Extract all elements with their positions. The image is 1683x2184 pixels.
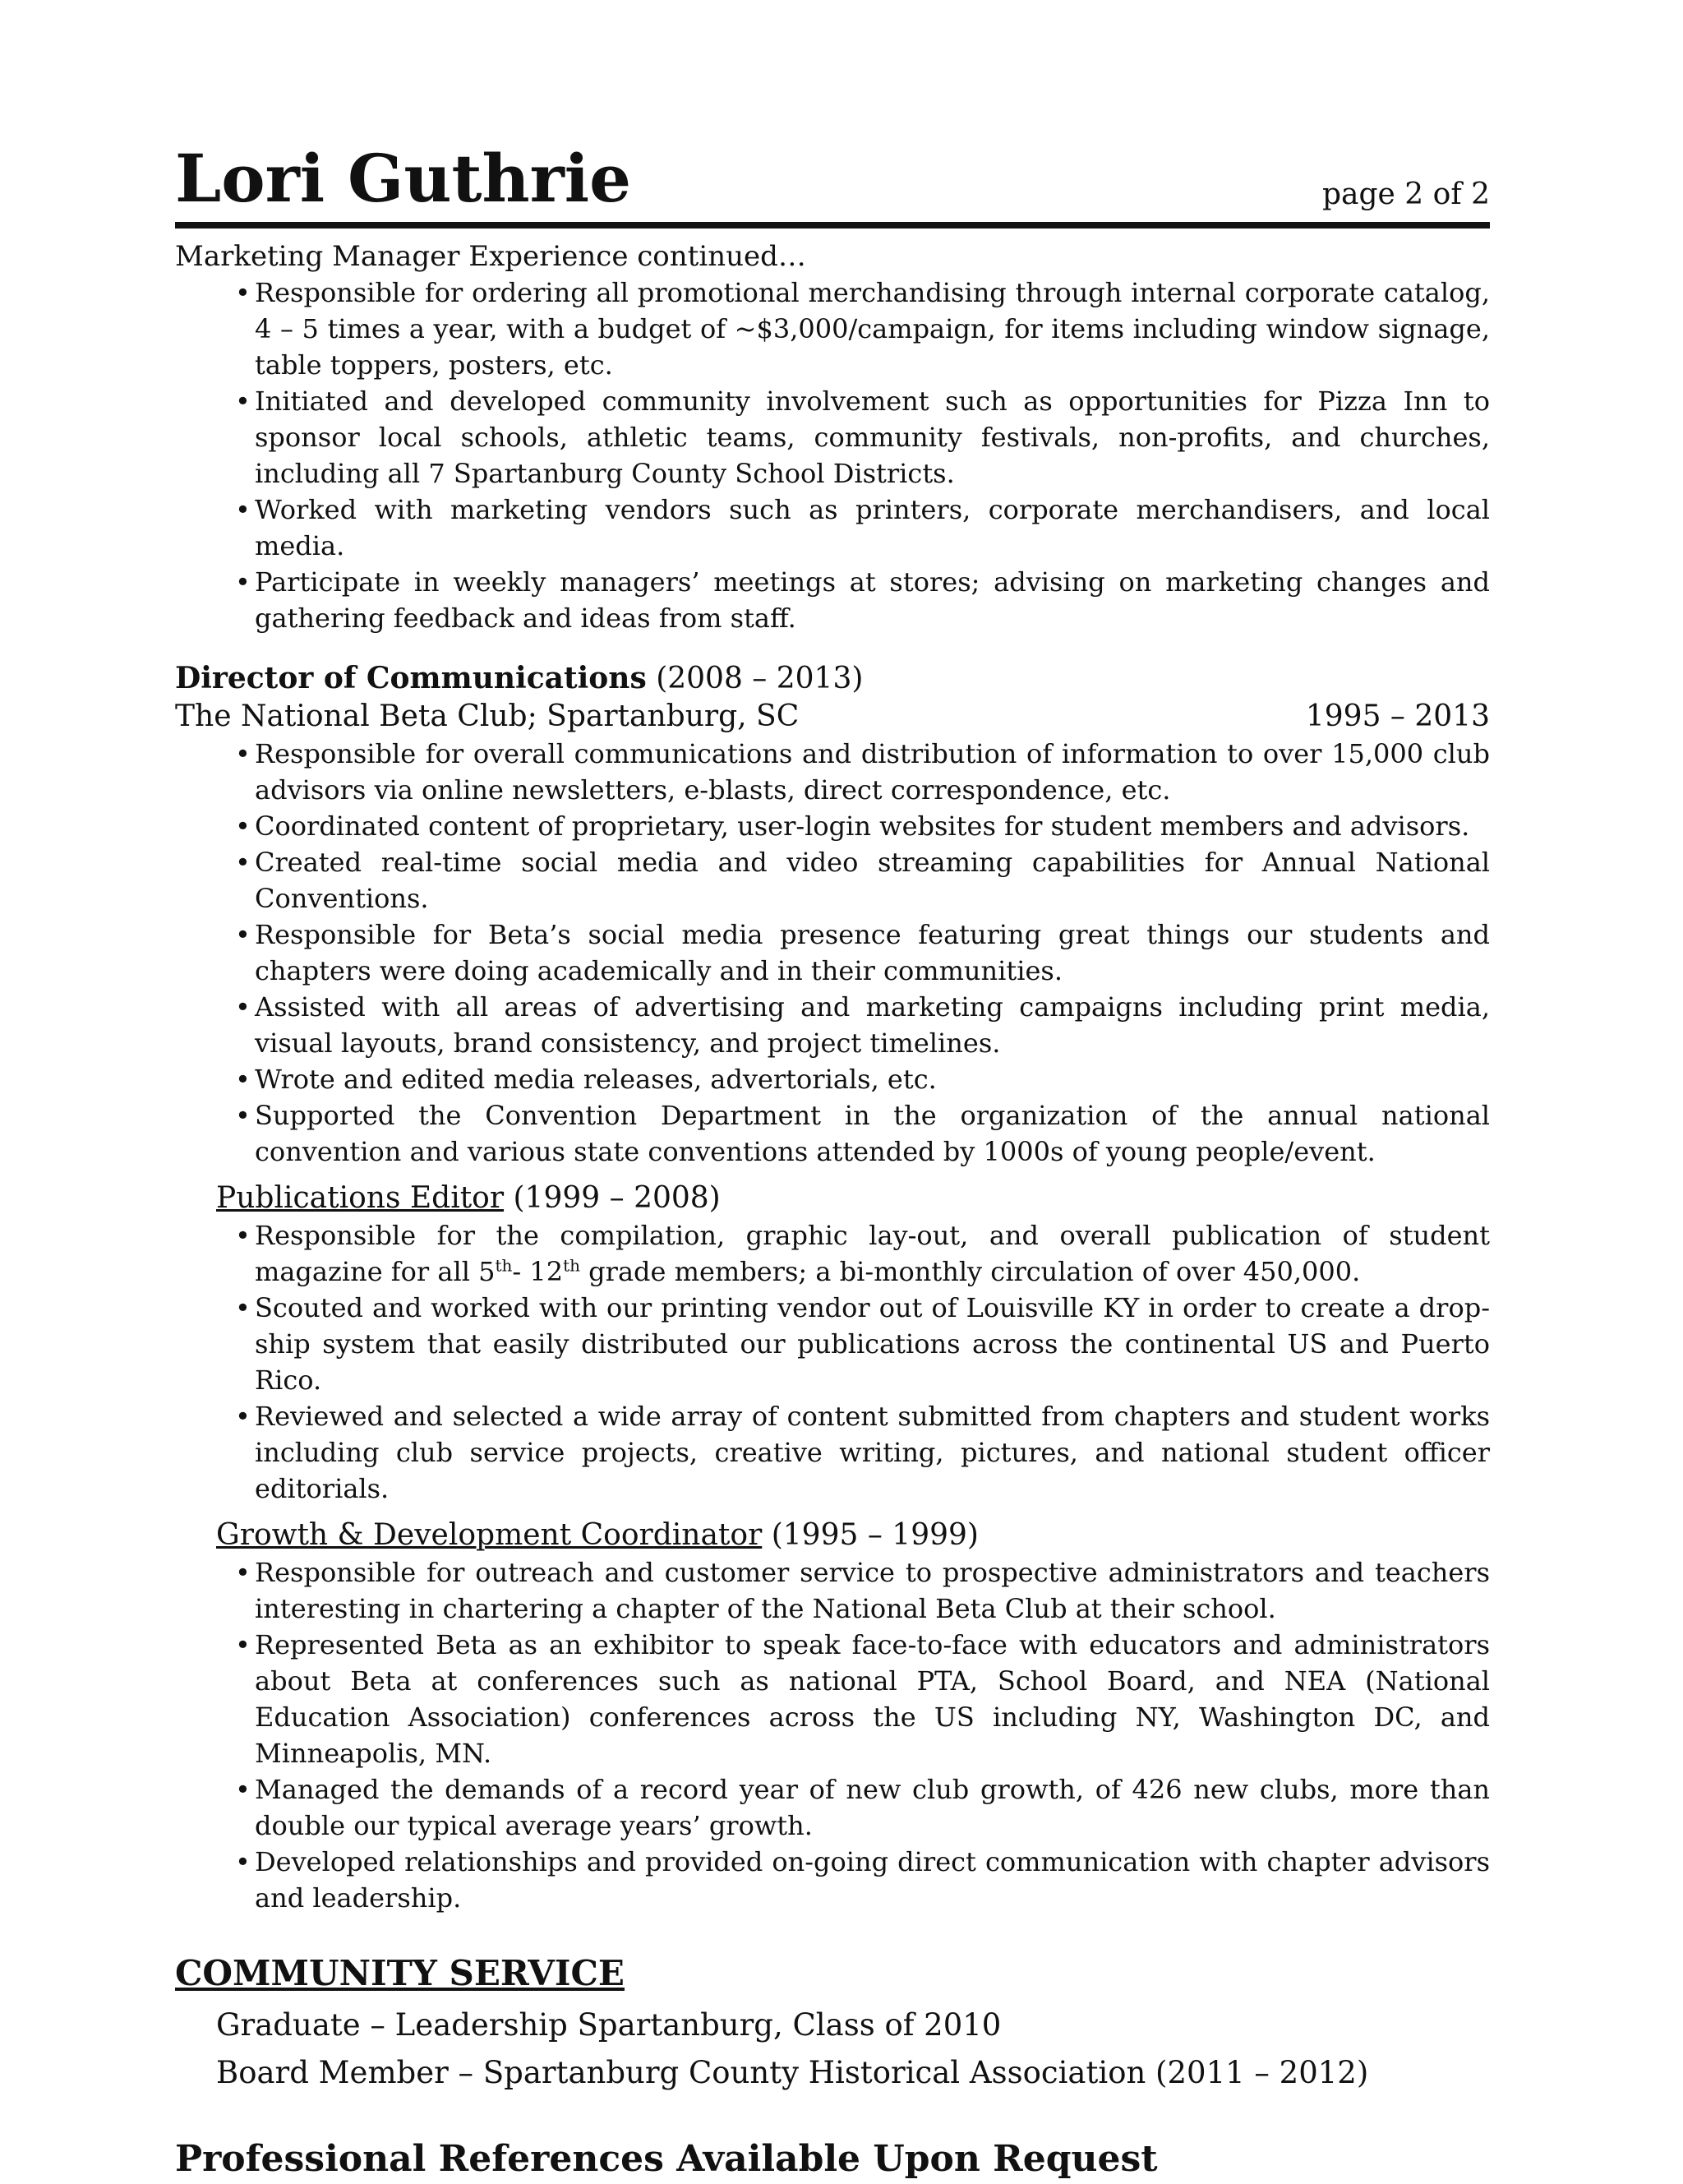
subrole-dates: (1999 – 2008)	[513, 1181, 721, 1215]
list-item: Graduate – Leadership Spartanburg, Class of 2010	[216, 2007, 1002, 2043]
bullet-icon: •	[235, 1100, 251, 1131]
list-item: • Worked with marketing vendors such as printers, corporate merchandisers, and local media.	[255, 492, 1490, 564]
list-item: • Reviewed and selected a wide array of content submitted from chapters and student works including club service projects, creative writing, pictures, and national student officer editorials.	[255, 1398, 1490, 1507]
bullet-icon: •	[235, 1774, 251, 1805]
page-number: page 2 of 2	[1322, 178, 1490, 211]
list-item: • Scouted and worked with our printing vendor out of Louisville KY in order to create a drop-ship system that easily distributed our publications across the continental US and Puerto Rico.	[255, 1290, 1490, 1398]
list-item: • Created real-time social media and video streaming capabilities for Annual National Conventions.	[255, 844, 1490, 917]
bullet-icon: •	[235, 738, 251, 769]
subrole-dates: (1995 – 1999)	[771, 1518, 979, 1552]
organization-name: The National Beta Club; Spartanburg, SC	[175, 700, 800, 733]
list-item: • Responsible for overall communications and distribution of information to over 15,000 club advisors via online newsletters, e-blasts, direct correspondence, etc.	[255, 736, 1490, 808]
references-statement: Professional References Available Upon Request	[175, 2138, 1158, 2180]
bullet-icon: •	[235, 1557, 251, 1588]
list-item: • Responsible for the compilation, graphic lay-out, and overall publication of student magazine for all 5th- 12th grade members; a bi-monthly circulation of over 450,000.	[255, 1217, 1490, 1290]
bullet-icon: •	[235, 1292, 251, 1323]
growth-bullets	[175, 1554, 1490, 1916]
list-item: • Supported the Convention Department in the organization of the annual national convention and various state conventions attended by 1000s of young people/event.	[255, 1097, 1490, 1170]
header-rule	[175, 222, 1490, 229]
bullet-icon: •	[235, 1846, 251, 1877]
continued-label: Marketing Manager Experience continued…	[175, 240, 806, 273]
bullet-icon: •	[235, 810, 251, 842]
bullet-icon: •	[235, 1401, 251, 1432]
list-item: • Managed the demands of a record year of new club growth, of 426 new clubs, more than double our typical average years’ growth.	[255, 1771, 1490, 1844]
bullet-icon: •	[235, 1220, 251, 1251]
bullet-icon: •	[235, 494, 251, 525]
list-item: • Responsible for outreach and customer service to prospective administrators and teachers interesting in chartering a chapter of the National Beta Club at their school.	[255, 1554, 1490, 1627]
bullet-icon: •	[235, 847, 251, 878]
growth-title-line	[175, 1517, 1490, 1554]
publications-title-line	[175, 1180, 1490, 1217]
list-item: • Participate in weekly managers’ meetings at stores; advising on marketing changes and gathering feedback and ideas from staff.	[255, 564, 1490, 636]
list-item: • Represented Beta as an exhibitor to speak face-to-face with educators and administrators about Beta at conferences such as national PTA, School Board, and NEA (National Education Association) conferences across the US including NY, Washington DC, and Minneapolis, MN.	[255, 1627, 1490, 1771]
bullet-icon: •	[235, 919, 251, 950]
organization-line	[175, 698, 1490, 736]
bullet-icon: •	[235, 566, 251, 598]
candidate-name: Lori Guthrie	[175, 140, 632, 217]
resume-body	[175, 238, 1490, 2184]
organization-tenure: 1995 – 2013	[1305, 700, 1490, 733]
job-dates: (2008 – 2013)	[656, 662, 864, 695]
director-bullets	[175, 736, 1490, 1170]
marketing-bullets	[175, 275, 1490, 636]
community-service-list	[175, 2002, 1490, 2097]
list-item: • Initiated and developed community involvement such as opportunities for Pizza Inn to sponsor local schools, athletic teams, community festivals, non-profits, and churches, including all 7 Spartanburg County School Districts.	[255, 383, 1490, 492]
subrole-title: Publications Editor	[216, 1181, 505, 1215]
bullet-icon: •	[235, 1629, 251, 1660]
list-item: • Responsible for ordering all promotional merchandising through internal corporate catalog, 4 – 5 times a year, with a budget of ~$3,000/campaign, for items including window signage, table toppers, posters, etc.	[255, 275, 1490, 383]
community-service-heading: COMMUNITY SERVICE	[175, 1953, 625, 1993]
job-title: Director of Communications	[175, 661, 647, 695]
list-item: • Wrote and edited media releases, advertorials, etc.	[255, 1061, 1490, 1097]
bullet-icon: •	[235, 277, 251, 308]
bullet-icon: •	[235, 991, 251, 1023]
list-item: Board Member – Spartanburg County Historical Association (2011 – 2012)	[216, 2055, 1369, 2090]
list-item: • Developed relationships and provided on-going direct communication with chapter advisors and leadership.	[255, 1844, 1490, 1916]
publications-bullets	[175, 1217, 1490, 1507]
header	[175, 140, 1490, 218]
list-item: • Assisted with all areas of advertising and marketing campaigns including print media, visual layouts, brand consistency, and project timelines.	[255, 989, 1490, 1061]
director-title-line	[175, 659, 1490, 698]
bullet-icon: •	[235, 1064, 251, 1095]
subrole-title: Growth & Development Coordinator	[216, 1518, 763, 1552]
list-item: • Responsible for Beta’s social media presence featuring great things our students and chapters were doing academically and in their communities.	[255, 917, 1490, 989]
bullet-icon: •	[235, 386, 251, 417]
list-item: • Coordinated content of proprietary, user-login websites for student members and advisors.	[255, 808, 1490, 844]
